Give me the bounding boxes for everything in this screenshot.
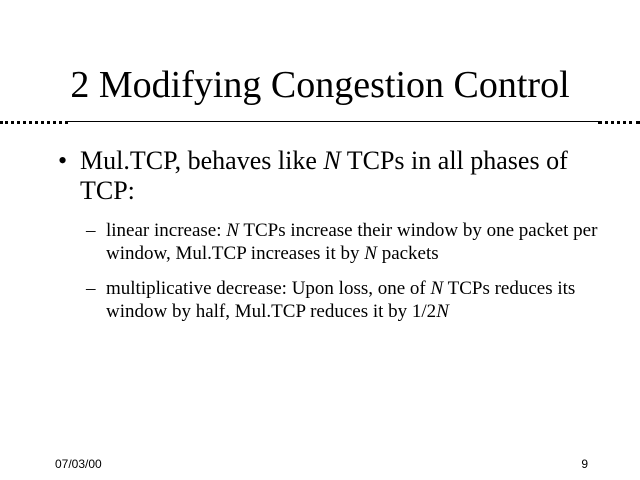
sub-bullet-text [106, 219, 606, 265]
sub-text-a: linear increase: [106, 220, 227, 241]
sub-text-c: packets [376, 243, 439, 264]
title-divider-dotted-left [0, 121, 68, 124]
sub-text-b: TCPs reduces its window by half, Mul.TCP reduces it by 1/2 [106, 278, 576, 322]
sub-bullet-linear-increase [86, 219, 606, 265]
slide-title: 2 Modifying Congestion Control [70, 64, 570, 106]
sub-bullet-marker: – [86, 278, 96, 299]
bullet-marker: • [58, 146, 68, 175]
italic-n: N [364, 243, 377, 264]
bullet-text-pre: Mul.TCP, behaves like [80, 146, 324, 175]
page-number: 9 [581, 457, 588, 471]
bullet-main [58, 146, 618, 206]
bullet-main-text [80, 146, 618, 206]
sub-bullet-text [106, 277, 606, 323]
italic-n: N [226, 220, 239, 241]
sub-bullet-marker: – [86, 220, 96, 241]
sub-text-a: multiplicative decrease: Upon loss, one of [106, 278, 431, 299]
sub-text-b: TCPs increase their window by one packet per window, Mul.TCP increases it by [106, 220, 598, 264]
italic-n: N [436, 301, 449, 322]
bullet-text-post: TCPs in all phases of TCP: [80, 146, 568, 205]
italic-n: N [323, 146, 341, 175]
footer-date: 07/03/00 [55, 457, 102, 471]
title-divider-line [68, 121, 598, 122]
sub-bullet-multiplicative-decrease [86, 277, 606, 323]
italic-n: N [430, 278, 444, 299]
title-divider-dotted-right [598, 121, 640, 124]
